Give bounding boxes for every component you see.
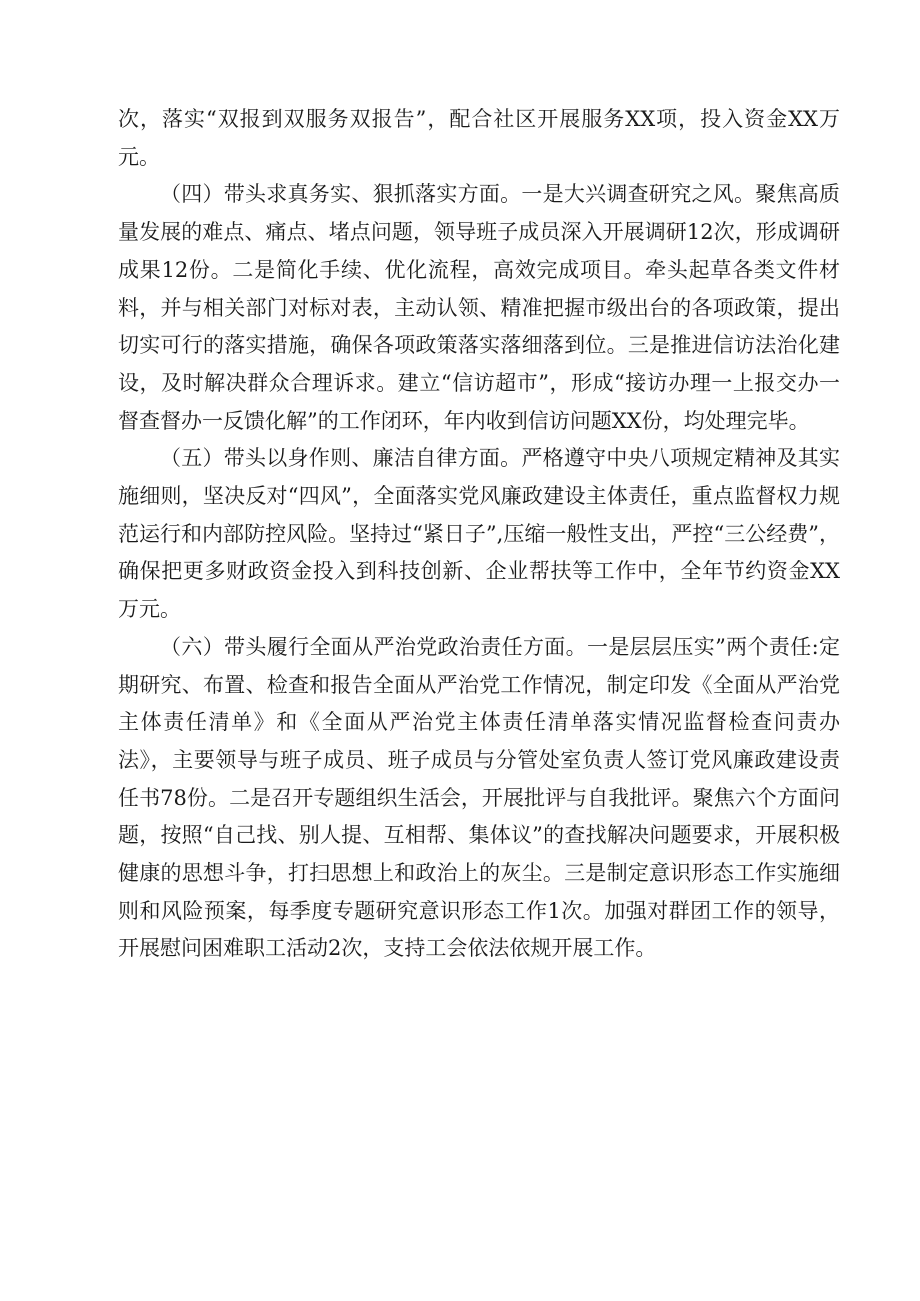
paragraph-continuation: 次，落实“双报到双服务双报告”，配合社区开展服务XX项，投入资金XX万元。 [118,107,840,169]
document-body [118,101,840,968]
paragraph-section-four: （四）带头求真务实、狠抓落实方面。一是大兴调查研究之风。聚焦高质量发展的难点、痛点、堵点问题，领导班子成员深入开展调研12次，形成调研成果12份。二是简化手续、优化流程，高效完成项目。牵头起草各类文件材料，并与相关部门对标对表，主动认领、精准把握市级出台的各项政策，提出切实可行的落实措施，确保各项政策落实落细落到位。三是推进信访法治化建设，及时解决群众合理诉求。建立“信访超市”，形成“接访办理一上报交办一督查督办一反馈化解”的工作闭环，年内收到信访问题XX份，均处理完毕。 [118,182,840,433]
paragraph-section-five: （五）带头以身作则、廉洁自律方面。严格遵守中央八项规定精神及其实施细则，坚决反对“四风”，全面落实党风廉政建设主体责任，重点监督权力规范运行和内部防控风险。坚持过“紧日子”,压缩一般性支出，严控“三公经费”，确保把更多财政资金投入到科技创新、企业帮扶等工作中，全年节约资金XX万元。 [118,446,840,622]
paragraph-section-six: （六）带头履行全面从严治党政治责任方面。一是层层压实”两个责任:定期研究、布置、检查和报告全面从严治党工作情况，制定印发《全面从严治党主体责任清单》和《全面从严治党主体责任清单落实情况监督检查问责办法》，主要领导与班子成员、班子成员与分管处室负责人签订党风廉政建设责任书78份。二是召开专题组织生活会，开展批评与自我批评。聚焦六个方面问题，按照“自己找、别人提、互相帮、集体议”的查找解决问题要求，开展积极健康的思想斗争，打扫思想上和政治上的灰尘。三是制定意识形态工作实施细则和风险预案，每季度专题研究意识形态工作1次。加强对群团工作的领导，开展慰问困难职工活动2次，支持工会依法依规开展工作。 [118,634,840,961]
